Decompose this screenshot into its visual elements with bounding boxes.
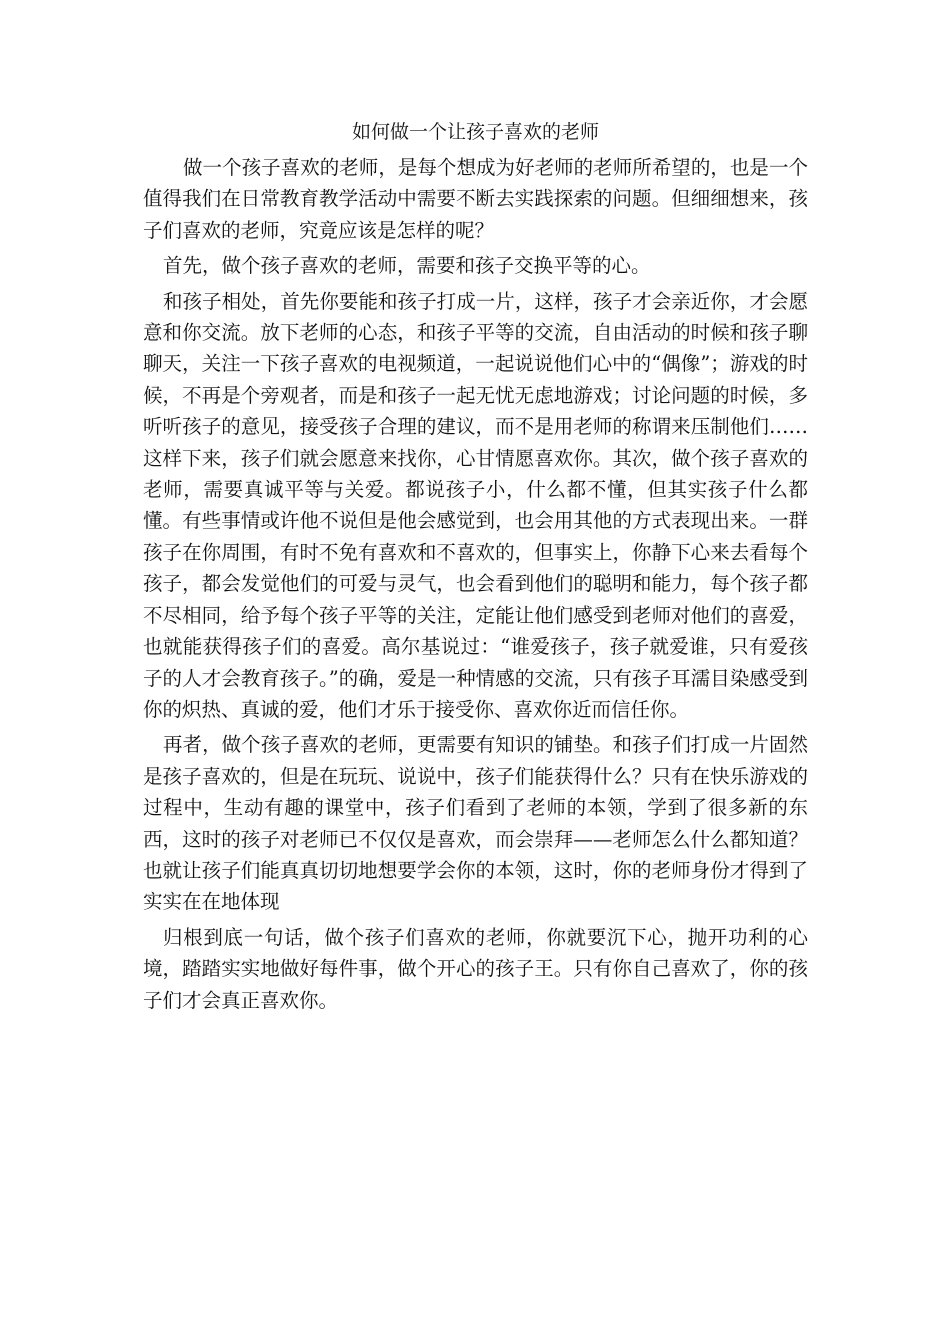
paragraph-body-equality: 和孩子相处，首先你要能和孩子打成一片，这样，孩子才会亲近你，才会愿意和你交流。放下老师的心态，和孩子平等的交流，自由活动的时候和孩子聊聊天，关注一下孩子喜欢的电视频道，一起说说他们心中的“偶像”；游戏的时候，不再是个旁观者，而是和孩子一起无忧无虑地游戏；讨论问题的时候，多听听孩子的意见，接受孩子合理的建议，而不是用老师的称谓来压制他们……这样下来，孩子们就会愿意来找你，心甘情愿喜欢你。其次，做个孩子喜欢的老师，需要真诚平等与关爱。都说孩子小，什么都不懂，但其实孩子什么都懂。有些事情或许他不说但是他会感觉到，也会用其他的方式表现出来。一群孩子在你周围，有时不免有喜欢和不喜欢的，但事实上，你静下心来去看每个孩子，都会发觉他们的可爱与灵气，也会看到他们的聪明和能力，每个孩子都不尽相同，给予每个孩子平等的关注，定能让他们感受到老师对他们的喜爱，也就能获得孩子们的喜爱。高尔基说过：“谁爱孩子，孩子就爱谁，只有爱孩子的人才会教育孩子。”的确，爱是一种情感的交流，只有孩子耳濡目染感受到你的炽热、真诚的爱，他们才乐于接受你、喜欢你近而信任你。 — [143, 289, 808, 721]
paragraph-intro: 做一个孩子喜欢的老师，是每个想成为好老师的老师所希望的，也是一个值得我们在日常教育教学活动中需要不断去实践探索的问题。但细细想来，孩子们喜欢的老师，究竟应该是怎样的呢？ — [143, 156, 808, 242]
paragraph-conclusion: 归根到底一句话，做个孩子们喜欢的老师，你就要沉下心，抛开功利的心境，踏踏实实地做好每件事，做个开心的孩子王。只有你自己喜欢了，你的孩子们才会真正喜欢你。 — [143, 925, 808, 1012]
document-title: 如何做一个让孩子喜欢的老师 — [351, 121, 599, 143]
document-body — [143, 118, 808, 1020]
paragraph-first-point: 首先，做个孩子喜欢的老师，需要和孩子交换平等的心。 — [163, 254, 651, 278]
paragraph-knowledge: 再者，做个孩子喜欢的老师，更需要有知识的铺垫。和孩子们打成一片固然是孩子喜欢的，但是在玩玩、说说中，孩子们能获得什么？只有在快乐游戏的过程中，生动有趣的课堂中，孩子们看到了老师的本领，学到了很多新的东西，这时的孩子对老师已不仅仅是喜欢，而会崇拜——老师怎么什么都知道？也就让孩子们能真真切切地想要学会你的本领，这时，你的老师身份才得到了实实在在地体现 — [143, 733, 808, 914]
